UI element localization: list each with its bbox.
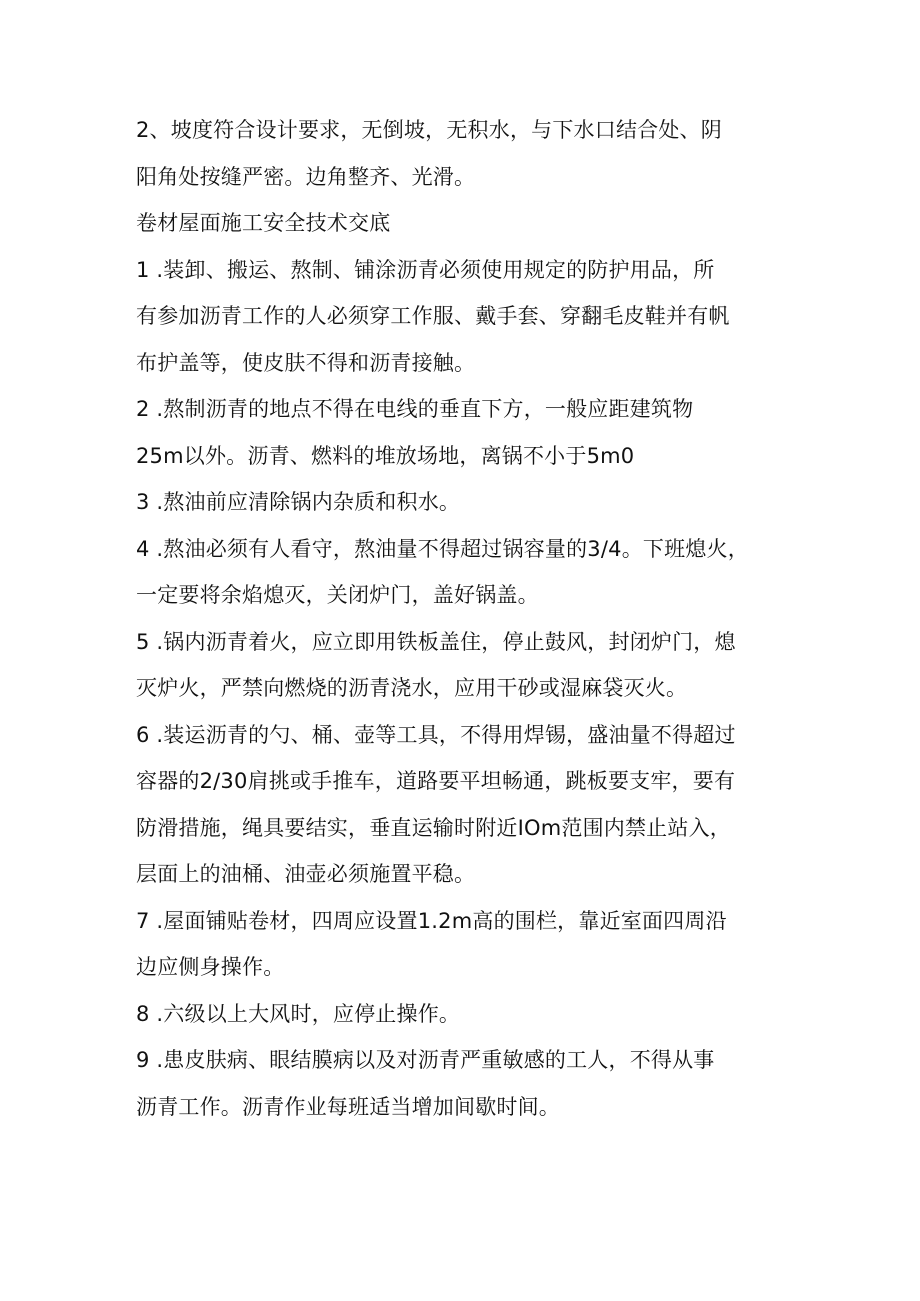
text-line: 阳角处按缝严密。边角整齐、光滑。 [136,164,476,189]
text-line: 容器的2∕30肩挑或手推车，道路要平坦畅通，跳板要支牢，要有 [136,769,736,793]
text-line: 层面上的油桶、油壶必须施置平稳。 [136,862,476,886]
text-line: 7 .屋面铺贴卷材，四周应设置1.2m高的围栏，靠近室面四周沿 [136,908,727,933]
text-line: 5 .锅内沥青着火，应立即用铁板盖住，停止鼓风，封闭炉门，熄 [136,629,736,654]
text-line: 8 .六级以上大风时，应停止操作。 [136,1001,461,1026]
text-line: 2、坡度符合设计要求，无倒坡，无积水，与下水口结合处、阴 [136,118,722,142]
text-line: 边应侧身操作。 [136,955,285,979]
text-line: 灭炉火，严禁向燃烧的沥青浇水，应用干砂或湿麻袋灭火。 [136,676,688,700]
text-line: 有参加沥青工作的人必须穿工作服、戴手套、穿翻毛皮鞋并有帆 [136,304,730,328]
text-line: 一定要将余焰熄灭，关闭炉门，盖好锅盖。 [136,583,539,607]
section-heading: 卷材屋面施工安全技术交底 [136,211,391,235]
text-line: 4 .熬油必须有人看守，熬油量不得超过锅容量的3/4。下班熄火， [136,536,749,561]
text-line: 防滑措施，绳具要结实，垂直运输时附近IOm范围内禁止站入， [136,815,731,840]
text-line: 25m以外。沥青、燃料的堆放场地，离锅不小于5m0 [136,443,635,468]
text-line: 1 .装卸、搬运、熬制、铺涂沥青必须使用规定的防护用品，所 [136,257,715,282]
text-line: 2 .熬制沥青的地点不得在电线的垂直下方，一般应距建筑物 [136,397,694,421]
text-line: 沥青工作。沥青作业每班适当增加间歇时间。 [136,1094,560,1119]
text-line: 6 .装运沥青的勺、桶、壶等工具，不得用焊锡，盛油量不得超过 [136,722,736,747]
document-body [136,118,796,1141]
text-line: 布护盖等，使皮肤不得和沥青接触。 [136,350,476,375]
text-line: 9 .患皮肤病、眼结膜病以及对沥青严重敏感的工人，不得从事 [136,1048,715,1072]
text-line: 3 .熬油前应清除锅内杂质和积水。 [136,490,461,514]
